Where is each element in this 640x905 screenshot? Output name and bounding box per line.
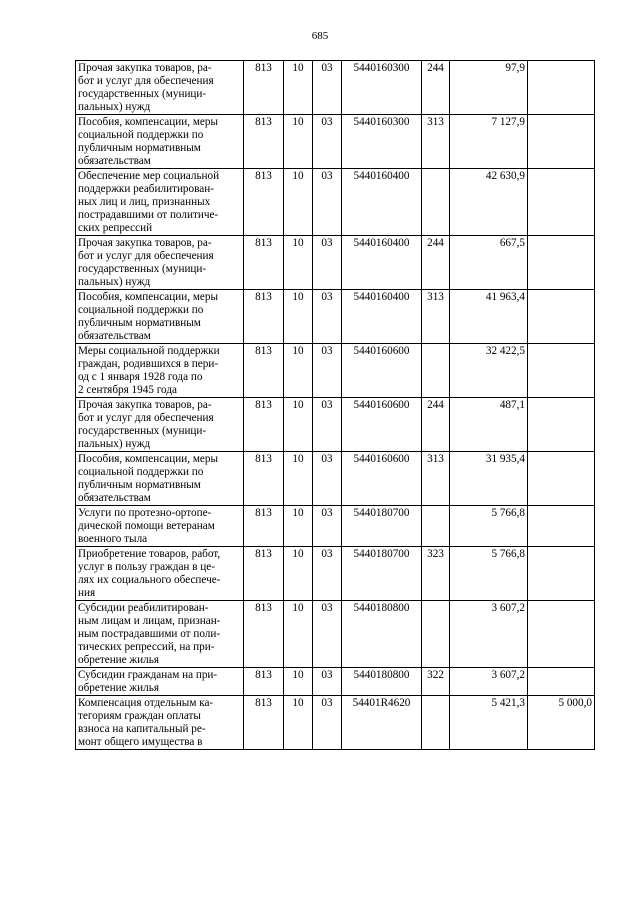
row-section-cell: 10 <box>284 61 313 115</box>
row-target-article-cell: 5440180700 <box>342 506 422 547</box>
row-extra-amount-cell <box>528 398 595 452</box>
row-target-article-cell: 5440160400 <box>342 169 422 236</box>
row-amount-cell: 5 421,3 <box>450 696 528 750</box>
table-row <box>76 601 595 668</box>
row-name-cell: Меры социальной поддержки граждан, родившихся в пери- од с 1 января 1928 года по 2 сентября 1945 года <box>76 344 244 398</box>
row-subsection-cell: 03 <box>313 506 342 547</box>
row-extra-amount-cell <box>528 668 595 696</box>
row-ministry-code-cell: 813 <box>244 398 284 452</box>
row-section-cell: 10 <box>284 236 313 290</box>
row-name-cell: Прочая закупка товаров, ра- бот и услуг для обеспечения государственных (муници- пальных) нужд <box>76 61 244 115</box>
row-target-article-cell: 5440160600 <box>342 398 422 452</box>
row-extra-amount-cell <box>528 61 595 115</box>
row-ministry-code-cell: 813 <box>244 696 284 750</box>
row-ministry-code-cell: 813 <box>244 601 284 668</box>
row-extra-amount-cell <box>528 344 595 398</box>
row-target-article-cell: 5440160400 <box>342 236 422 290</box>
table-row <box>76 290 595 344</box>
row-expense-type-cell <box>422 344 450 398</box>
row-target-article-cell: 5440180800 <box>342 601 422 668</box>
row-subsection-cell: 03 <box>313 547 342 601</box>
row-amount-cell: 32 422,5 <box>450 344 528 398</box>
row-extra-amount-cell <box>528 236 595 290</box>
row-section-cell: 10 <box>284 169 313 236</box>
table-row <box>76 169 595 236</box>
row-ministry-code-cell: 813 <box>244 506 284 547</box>
row-target-article-cell: 5440160300 <box>342 61 422 115</box>
row-section-cell: 10 <box>284 452 313 506</box>
row-amount-cell: 42 630,9 <box>450 169 528 236</box>
row-expense-type-cell <box>422 696 450 750</box>
row-subsection-cell: 03 <box>313 398 342 452</box>
row-amount-cell: 7 127,9 <box>450 115 528 169</box>
row-section-cell: 10 <box>284 344 313 398</box>
row-section-cell: 10 <box>284 696 313 750</box>
row-amount-cell: 3 607,2 <box>450 668 528 696</box>
table-row <box>76 696 595 750</box>
row-expense-type-cell: 244 <box>422 236 450 290</box>
table-row <box>76 61 595 115</box>
row-subsection-cell: 03 <box>313 668 342 696</box>
row-amount-cell: 667,5 <box>450 236 528 290</box>
row-ministry-code-cell: 813 <box>244 115 284 169</box>
table-row <box>76 547 595 601</box>
row-name-cell: Прочая закупка товаров, ра- бот и услуг для обеспечения государственных (муници- пальных) нужд <box>76 398 244 452</box>
row-target-article-cell: 5440160600 <box>342 452 422 506</box>
row-ministry-code-cell: 813 <box>244 169 284 236</box>
table-row <box>76 452 595 506</box>
row-expense-type-cell <box>422 506 450 547</box>
row-section-cell: 10 <box>284 547 313 601</box>
row-target-article-cell: 5440160300 <box>342 115 422 169</box>
row-target-article-cell: 5440160400 <box>342 290 422 344</box>
row-amount-cell: 97,9 <box>450 61 528 115</box>
row-subsection-cell: 03 <box>313 115 342 169</box>
row-name-cell: Пособия, компенсации, меры социальной поддержки по публичным нормативным обязательствам <box>76 290 244 344</box>
row-amount-cell: 5 766,8 <box>450 547 528 601</box>
row-name-cell: Обеспечение мер социальной поддержки реабилитирован- ных лиц и лиц, признанных пострадавшими от политиче- ских репрессий <box>76 169 244 236</box>
row-ministry-code-cell: 813 <box>244 547 284 601</box>
row-subsection-cell: 03 <box>313 290 342 344</box>
row-section-cell: 10 <box>284 398 313 452</box>
table-row <box>76 236 595 290</box>
row-expense-type-cell: 323 <box>422 547 450 601</box>
row-extra-amount-cell <box>528 290 595 344</box>
row-expense-type-cell: 313 <box>422 115 450 169</box>
row-name-cell: Субсидии реабилитирован- ным лицам и лицам, признан- ным пострадавшими от поли- тических репрессий, на при- обретение жилья <box>76 601 244 668</box>
row-name-cell: Приобретение товаров, работ, услуг в пользу граждан в це- лях их социального обеспече- ния <box>76 547 244 601</box>
row-extra-amount-cell <box>528 506 595 547</box>
table-row <box>76 506 595 547</box>
row-ministry-code-cell: 813 <box>244 452 284 506</box>
row-amount-cell: 41 963,4 <box>450 290 528 344</box>
row-amount-cell: 487,1 <box>450 398 528 452</box>
row-name-cell: Пособия, компенсации, меры социальной поддержки по публичным нормативным обязательствам <box>76 452 244 506</box>
row-ministry-code-cell: 813 <box>244 61 284 115</box>
row-name-cell: Услуги по протезно-ортопе- дической помощи ветеранам военного тыла <box>76 506 244 547</box>
row-expense-type-cell: 244 <box>422 61 450 115</box>
row-amount-cell: 5 766,8 <box>450 506 528 547</box>
row-subsection-cell: 03 <box>313 601 342 668</box>
row-ministry-code-cell: 813 <box>244 236 284 290</box>
row-extra-amount-cell <box>528 547 595 601</box>
row-target-article-cell: 54401R4620 <box>342 696 422 750</box>
row-subsection-cell: 03 <box>313 452 342 506</box>
page-number: 685 <box>311 30 329 42</box>
row-expense-type-cell <box>422 169 450 236</box>
row-extra-amount-cell <box>528 115 595 169</box>
row-section-cell: 10 <box>284 506 313 547</box>
row-ministry-code-cell: 813 <box>244 344 284 398</box>
row-expense-type-cell: 313 <box>422 452 450 506</box>
table-row <box>76 398 595 452</box>
row-extra-amount-cell <box>528 169 595 236</box>
row-target-article-cell: 5440180700 <box>342 547 422 601</box>
row-name-cell: Прочая закупка товаров, ра- бот и услуг для обеспечения государственных (муници- пальных) нужд <box>76 236 244 290</box>
row-expense-type-cell: 322 <box>422 668 450 696</box>
row-target-article-cell: 5440160600 <box>342 344 422 398</box>
row-ministry-code-cell: 813 <box>244 290 284 344</box>
budget-table <box>75 60 595 750</box>
row-name-cell: Субсидии гражданам на при- обретение жилья <box>76 668 244 696</box>
row-name-cell: Компенсация отдельным ка- тегориям граждан оплаты взноса на капитальный ре- монт общего имущества в <box>76 696 244 750</box>
row-extra-amount-cell: 5 000,0 <box>528 696 595 750</box>
row-section-cell: 10 <box>284 601 313 668</box>
row-expense-type-cell <box>422 601 450 668</box>
table-row <box>76 344 595 398</box>
row-subsection-cell: 03 <box>313 61 342 115</box>
row-subsection-cell: 03 <box>313 696 342 750</box>
row-target-article-cell: 5440180800 <box>342 668 422 696</box>
row-subsection-cell: 03 <box>313 344 342 398</box>
table-row <box>76 115 595 169</box>
row-subsection-cell: 03 <box>313 169 342 236</box>
row-name-cell: Пособия, компенсации, меры социальной поддержки по публичным нормативным обязательствам <box>76 115 244 169</box>
row-ministry-code-cell: 813 <box>244 668 284 696</box>
row-extra-amount-cell <box>528 452 595 506</box>
row-expense-type-cell: 244 <box>422 398 450 452</box>
row-extra-amount-cell <box>528 601 595 668</box>
row-subsection-cell: 03 <box>313 236 342 290</box>
row-amount-cell: 3 607,2 <box>450 601 528 668</box>
row-expense-type-cell: 313 <box>422 290 450 344</box>
table-row <box>76 668 595 696</box>
row-section-cell: 10 <box>284 668 313 696</box>
row-section-cell: 10 <box>284 290 313 344</box>
row-section-cell: 10 <box>284 115 313 169</box>
row-amount-cell: 31 935,4 <box>450 452 528 506</box>
